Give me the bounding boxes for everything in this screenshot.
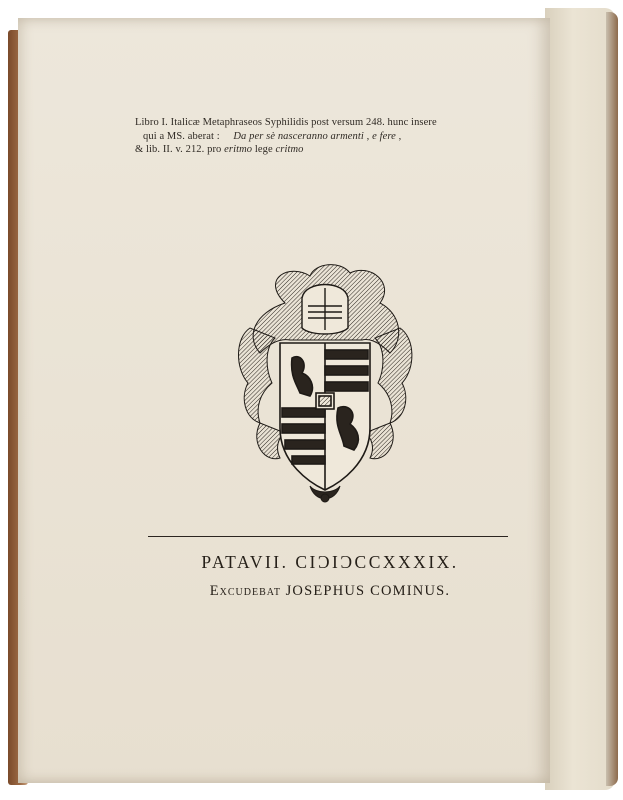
coat-of-arms-woodcut — [230, 258, 420, 508]
imprint-printer-line — [140, 583, 520, 600]
errata-line-1: Libro I. Italicæ Metaphraseos Syphilidis post versum 248. hunc insere — [135, 117, 437, 128]
facing-page-edge — [545, 8, 615, 790]
book-binding-right — [606, 12, 618, 786]
errata-note — [135, 116, 505, 157]
excudebat-label: Excudebat — [209, 583, 281, 599]
imprint-place-date: PATAVII. CIƆIƆCCXXXIX. — [201, 552, 459, 572]
printer-name: JOSEPHUS COMINUS. — [285, 583, 451, 599]
errata-line-3: & lib. II. v. 212. pro eritmo lege critmo — [135, 144, 304, 155]
horizontal-rule — [148, 536, 508, 537]
errata-line-2: qui a MS. aberat : Da per sè nasceranno armenti , e fere , — [143, 130, 402, 142]
